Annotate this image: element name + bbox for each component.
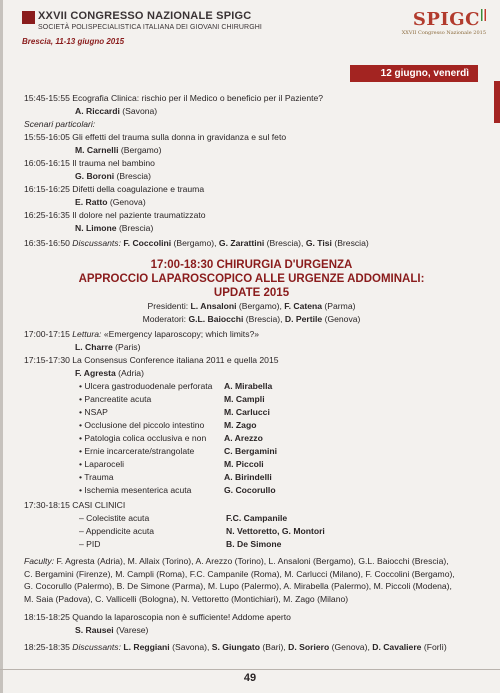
casi-title: CASI CLINICI — [72, 500, 126, 510]
place-date: Brescia, 11-13 giugno 2015 — [22, 37, 125, 46]
discussants-label: Discussants: — [72, 238, 121, 248]
faculty-label: Faculty: — [24, 556, 55, 566]
faculty-block — [24, 555, 479, 605]
lettura-title: «Emergency laparoscopy; which limits?» — [103, 329, 260, 339]
talk-time: 16:15-16:25 — [24, 184, 70, 194]
congress-title: XXVII CONGRESSO NAZIONALE SPIGC — [38, 10, 252, 22]
discussant-place: (Forlì) — [423, 642, 447, 652]
discussant-name: D. Cavaliere — [372, 642, 422, 652]
consensus-speaker-row — [24, 367, 479, 380]
talk-time: 18:15-18:25 — [24, 612, 70, 622]
speaker-place: (Brescia) — [118, 223, 154, 233]
program-content — [24, 92, 479, 654]
speaker-name: S. Rausei — [75, 625, 114, 635]
faculty-line: G. Cocorullo (Palermo), B. De Simone (Parma), M. Lupo (Palermo), A. Mirabella (Palermo), M. Piccoli (Modena), — [24, 581, 452, 591]
lettura-label: Lettura: — [72, 329, 102, 339]
discussant-place: (Bergamo), — [173, 238, 217, 248]
talk-speaker-row — [24, 222, 479, 235]
topic-label: Laparoceli — [84, 459, 125, 469]
list-item: – Colecistite acuta F.C. Campanile — [79, 513, 288, 523]
talk-time: 16:05-16:15 — [24, 158, 70, 168]
speaker-name: F. Agresta — [75, 368, 116, 378]
case-speaker: B. De Simone — [226, 539, 282, 549]
speaker-name: E. Ratto — [75, 197, 108, 207]
speaker-place: (Genova) — [109, 197, 146, 207]
speaker-place: (Bergamo) — [120, 145, 162, 155]
talk-time: 15:55-16:05 — [24, 132, 70, 142]
discussant-name: S. Giungato — [211, 642, 260, 652]
session-title: APPROCCIO LAPAROSCOPICO ALLE URGENZE ADDOMINALI: — [78, 273, 425, 285]
consensus-topic-list — [24, 380, 479, 497]
talk-row — [24, 157, 479, 170]
talk-title: Il dolore nel paziente traumatizzato — [72, 210, 206, 220]
list-item: • Ernie incarcerate/strangolate C. Bergamini — [79, 446, 278, 456]
topic-speaker: M. Zago — [224, 420, 257, 430]
moderator-place: (Brescia), — [245, 314, 283, 324]
talk-time: 16:25-16:35 — [24, 210, 70, 220]
topic-speaker: A. Mirabella — [224, 381, 273, 391]
talk-title: Il trauma nel bambino — [72, 158, 155, 168]
logo-text: SPIGC — [412, 9, 480, 30]
case-speaker: F.C. Campanile — [226, 513, 288, 523]
speaker-name: N. Limone — [75, 223, 117, 233]
talk-speaker-row — [24, 144, 479, 157]
topic-label: Ischemia mesenterica acuta — [84, 485, 192, 495]
talk-row — [24, 183, 479, 196]
casi-time: 17:30-18:15 — [24, 500, 70, 510]
discussants-time: 16:35-16:50 — [24, 238, 70, 248]
consensus-row — [24, 354, 479, 367]
discussant-name: G. Zarattini — [218, 238, 265, 248]
list-item: • Patologia colica occlusiva e non A. Arezzo — [79, 433, 263, 443]
talk-row — [24, 131, 479, 144]
scenari-label: Scenari particolari: — [24, 119, 96, 129]
talk-speaker-row — [24, 196, 479, 209]
speaker-place: (Brescia) — [116, 171, 151, 181]
list-item: – Appendicite acuta N. Vettoretto, G. Montori — [79, 526, 325, 536]
lettura-speaker-row — [24, 341, 479, 354]
speaker-name: L. Charre — [75, 342, 113, 352]
talk-title: Gli effetti del trauma sulla donna in gravidanza e sul feto — [72, 132, 287, 142]
list-item: • NSAP M. Carlucci — [79, 407, 270, 417]
discussant-place: (Brescia) — [334, 238, 369, 248]
discussants-row — [24, 237, 479, 250]
case-label: Appendicite acuta — [85, 526, 155, 536]
speaker-name: M. Carnelli — [75, 145, 119, 155]
speaker-name: G. Boroni — [75, 171, 115, 181]
list-item: – PID B. De Simone — [79, 539, 282, 549]
talk-row — [24, 92, 479, 105]
topic-label: Ernie incarcerate/strangolate — [84, 446, 195, 456]
case-speaker: N. Vettoretto, G. Montori — [226, 526, 325, 536]
discussant-name: F. Coccolini — [123, 238, 172, 248]
topic-speaker: C. Bergamini — [224, 446, 278, 456]
president-name: L. Ansaloni — [190, 301, 237, 311]
list-item: • Trauma A. Birindelli — [79, 472, 272, 482]
topic-speaker: M. Piccoli — [224, 459, 264, 469]
logo-subtitle: XXVII Congresso Nazionale 2015 — [401, 30, 486, 36]
moderators-label: Moderatori: — [142, 314, 187, 324]
list-item: • Occlusione del piccolo intestino M. Zago — [79, 420, 257, 430]
moderators-row — [24, 313, 479, 326]
list-item: • Laparoceli M. Piccoli — [79, 459, 264, 469]
presidents-label: Presidenti: — [147, 301, 189, 311]
speaker-place: (Adria) — [118, 368, 144, 378]
discussant-place: (Brescia), — [266, 238, 304, 248]
discussant-name: G. Tisi — [305, 238, 332, 248]
talk-title: Difetti della coagulazione e trauma — [72, 184, 205, 194]
discussant-name: L. Reggiani — [123, 642, 170, 652]
president-place: (Parma) — [324, 301, 356, 311]
topic-speaker: A. Arezzo — [224, 433, 263, 443]
moderator-name: D. Pertile — [284, 314, 323, 324]
footer-divider — [0, 669, 500, 670]
page-number: 49 — [243, 672, 257, 684]
lettura-row — [24, 328, 479, 341]
society-name: SOCIETÀ POLISPECIALISTICA ITALIANA DEI GIOVANI CHIRURGHI — [38, 24, 262, 31]
moderator-name: G.L. Baiocchi — [188, 314, 244, 324]
header-square-icon — [22, 11, 35, 24]
talk-title: Quando la laparoscopia non è sufficiente! Addome aperto — [72, 612, 291, 622]
topic-label: NSAP — [84, 407, 108, 417]
faculty-line: C. Bergamini (Firenze), M. Campli (Roma), F.C. Campanile (Roma), M. Carlucci (Milano), F. Coccolini (Bergamo), — [24, 568, 455, 579]
page-edge — [0, 0, 3, 693]
list-item: • Ischemia mesenterica acuta G. Cocorullo — [79, 485, 276, 495]
casi-list — [24, 512, 479, 551]
lettura-time: 17:00-17:15 — [24, 329, 70, 339]
faculty-line: M. Saia (Padova), C. Vallicelli (Bologna), N. Vettoretto (Montichiari), M. Zago (Milano) — [24, 593, 349, 604]
consensus-title: La Consensus Conference italiana 2011 e quella 2015 — [72, 355, 279, 365]
discussant-place: (Bari), — [262, 642, 286, 652]
list-item: • Pancreatite acuta M. Campli — [79, 394, 265, 404]
faculty-line: F. Agresta (Adria), M. Allaix (Torino), A. Arezzo (Torino), L. Ansaloni (Bergamo), G.L. Baiocchi (Brescia), — [56, 556, 449, 566]
moderator-place: (Genova) — [324, 314, 361, 324]
session-time: 17:00-18:30 CHIRURGIA D'URGENZA — [150, 259, 353, 271]
topic-speaker: G. Cocorullo — [224, 485, 276, 495]
talk-speaker-row — [24, 105, 479, 118]
talk-title: Ecografia Clinica: rischio per il Medico o beneficio per il Paziente? — [72, 93, 324, 103]
topic-label: Patologia colica occlusiva e non — [84, 433, 207, 443]
president-name: F. Catena — [284, 301, 323, 311]
talk-row — [24, 611, 479, 624]
session-subtitle: UPDATE 2015 — [213, 287, 290, 299]
speaker-name: A. Riccardi — [75, 106, 120, 116]
discussants-time: 18:25-18:35 — [24, 642, 70, 652]
case-label: Colecistite acuta — [86, 513, 150, 523]
talk-time: 15:45-15:55 — [24, 93, 70, 103]
discussants-label: Discussants: — [72, 642, 121, 652]
discussant-place: (Savona), — [172, 642, 210, 652]
talk-row — [24, 209, 479, 222]
casi-row — [24, 499, 479, 512]
topic-label: Occlusione del piccolo intestino — [84, 420, 205, 430]
page-header — [0, 0, 500, 60]
topic-label: Trauma — [84, 472, 114, 482]
topic-label: Pancreatite acuta — [84, 394, 152, 404]
discussants-row — [24, 641, 479, 654]
case-label: PID — [86, 539, 101, 549]
spigc-logo — [394, 9, 486, 45]
consensus-time: 17:15-17:30 — [24, 355, 70, 365]
topic-speaker: A. Birindelli — [224, 472, 272, 482]
italian-flag-icon — [481, 9, 486, 21]
talk-speaker-row — [24, 624, 479, 637]
speaker-place: (Savona) — [122, 106, 158, 116]
topic-speaker: M. Carlucci — [224, 407, 270, 417]
speaker-place: (Varese) — [116, 625, 149, 635]
speaker-place: (Paris) — [115, 342, 141, 352]
topic-speaker: M. Campli — [224, 394, 265, 404]
list-item: • Ulcera gastroduodenale perforata A. Mirabella — [79, 381, 273, 391]
presidents-row — [24, 300, 479, 313]
discussant-name: D. Soriero — [288, 642, 330, 652]
president-place: (Bergamo), — [238, 301, 282, 311]
day-banner: 12 giugno, venerdì — [350, 65, 478, 82]
topic-label: Ulcera gastroduodenale perforata — [84, 381, 213, 391]
talk-speaker-row — [24, 170, 479, 183]
discussant-place: (Genova), — [331, 642, 370, 652]
side-tab — [494, 81, 500, 123]
